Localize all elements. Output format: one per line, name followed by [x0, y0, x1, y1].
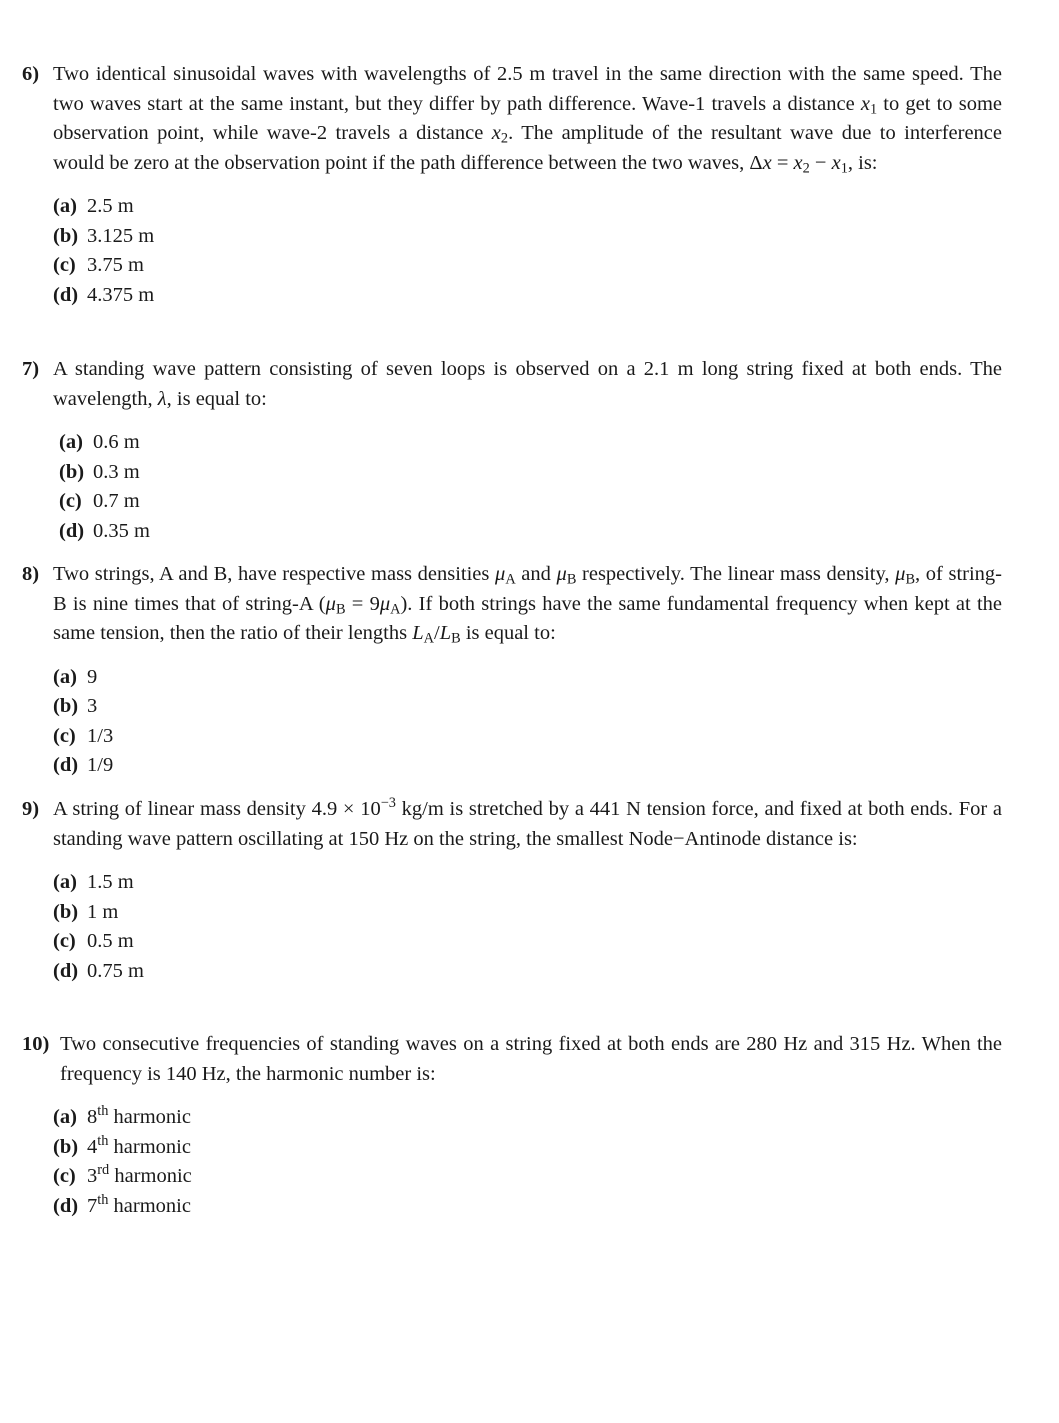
option-a: (a) 2.5 m [53, 195, 134, 217]
option-a: (a) 8th harmonic [53, 1103, 191, 1128]
math-lambda: λ [157, 387, 167, 410]
option-c: (c) 3.75 m [53, 254, 144, 276]
math-mass-density: $4.9 \times 10^{-3}$ [311, 795, 396, 820]
math-mu-b: $\mu_B$ [556, 563, 577, 588]
option-d: (d) 0.75 m [53, 959, 144, 982]
option-b: (b) 0.3 m [59, 460, 140, 483]
question-9 [22, 795, 1002, 986]
question-10 [22, 1030, 1002, 1221]
option-b: (b) 3 [53, 695, 98, 717]
question-text: Two consecutive frequencies of standing waves on a string fixed at both ends are 280 Hz and 315 Hz. When the frequency is 140 Hz, the harmonic number is: [60, 1033, 1002, 1085]
math-x1: $x_1$ [860, 92, 878, 118]
question-text: A standing wave pattern consisting of seven loops is observed on a 2.1 m long string fixed at both ends. The wavelength, λ, is equal to: [53, 358, 1002, 410]
question-number: 6) [22, 63, 40, 85]
option-d: (d) 7th harmonic [53, 1191, 191, 1217]
option-b: (b) 3.125 m [53, 224, 155, 247]
math-mu-relation: $\mu_B = 9\mu_A$ [325, 592, 401, 618]
option-a: (a) 9 [53, 665, 98, 688]
option-a: (a) 1.5 m [53, 871, 134, 893]
option-c: (c) 3rd harmonic [53, 1162, 192, 1187]
math-delta-x: $\Delta x = x_2 - x_1$ [749, 151, 848, 177]
math-x2: $x_2$ [491, 122, 509, 147]
option-d: (d) 0.35 m [59, 519, 150, 542]
question-6 [22, 60, 1002, 310]
question-number: 8) [22, 563, 40, 585]
option-b: (b) 4th harmonic [53, 1132, 191, 1158]
math-mu-a: $\mu_A$ [495, 563, 516, 588]
math-length-ratio: $L_A/L_B$ [412, 622, 461, 647]
option-d: (d) 4.375 m [53, 283, 155, 306]
option-b: (b) 1 m [53, 900, 119, 923]
question-text: Two strings, A and B, have respective mass densities $\mu_A$ and $\mu_B$ respectively. The linear mass density, $\mu_B$, of string-B is nine times that of string-A $(\mu_B = 9\mu_A)$. If both strings have the same fundamental frequency when kept at the same tension, then the ratio of their lengths $L_A/L_B$ is equal to: [53, 563, 1002, 647]
options-list [53, 1103, 1002, 1221]
option-a: (a) 0.6 m [59, 431, 140, 453]
options-list [53, 663, 1002, 781]
options-list [59, 428, 1002, 546]
question-text: A string of linear mass density $4.9 \times 10^{-3}$ kg/m is stretched by a 441 N tension force, and fixed at both ends. For a standing wave pattern oscillating at 150 Hz on the string, the smallest Node−Antinode distance is: [53, 795, 1002, 850]
math-mu-b: $\mu_B$ [895, 563, 916, 588]
question-number: 7) [22, 358, 40, 380]
question-text: Two identical sinusoidal waves with wavelengths of 2.5 m travel in the same direction with the same speed. The two waves start at the same instant, but they differ by path difference. Wave-1 travels a distance $x_1$ to get to some observation point, while wave-2 travels a distance $x_2$. The amplitude of the resultant wave due to interference would be zero at the observation point if the path difference between the two waves, $\Delta x = x_2 - x_1$, is: [53, 63, 1002, 177]
option-d: (d) 1/9 [53, 754, 114, 776]
options-list [53, 192, 1002, 310]
option-c: (c) 0.5 m [53, 930, 134, 952]
option-c: (c) 1/3 [53, 724, 114, 747]
question-8 [22, 560, 1002, 781]
question-number: 9) [22, 798, 40, 820]
question-7 [22, 355, 1002, 546]
question-number: 10) [22, 1033, 50, 1055]
options-list [53, 868, 1002, 986]
option-c: (c) 0.7 m [59, 490, 140, 512]
